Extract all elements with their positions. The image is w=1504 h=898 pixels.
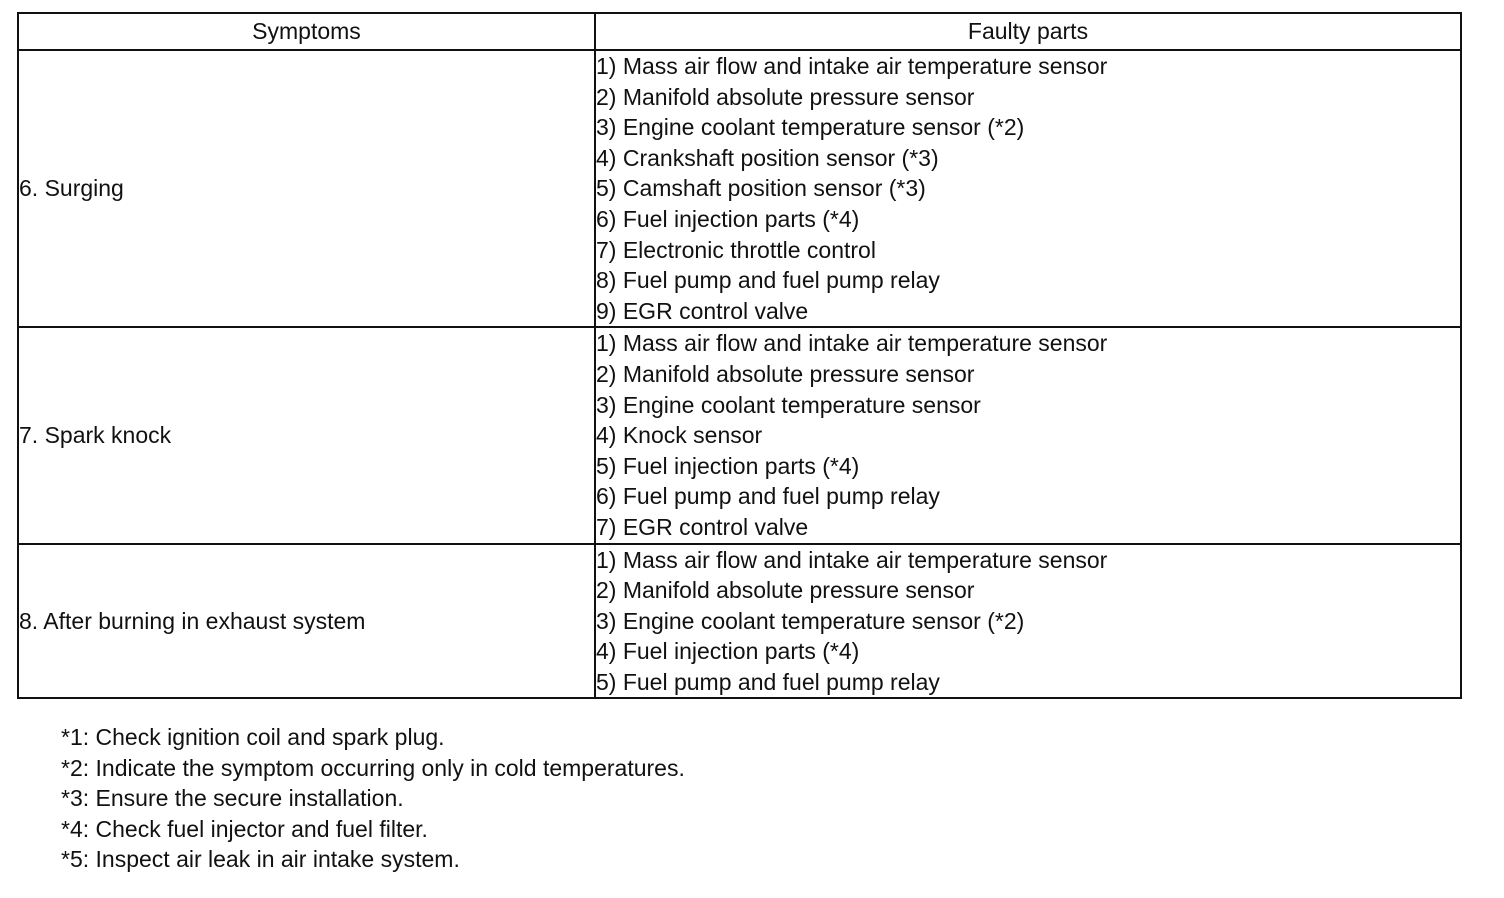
symptom-cell: 8. After burning in exhaust system [18,544,595,699]
table-header-row [18,13,1461,50]
faulty-part-item: 3) Engine coolant temperature sensor (*2) [596,607,1025,634]
faulty-part-item: 3) Engine coolant temperature sensor (*2) [596,114,1025,141]
symptom-cell: 7. Spark knock [18,327,595,543]
faulty-part-item: 5) Fuel injection parts (*4) [596,452,860,479]
faulty-part-item: 1) Mass air flow and intake air temperature sensor [596,330,1108,357]
header-faulty-parts: Faulty parts [595,13,1461,50]
footnote-item: *2: Indicate the symptom occurring only in cold temperatures. [61,754,685,781]
footnotes [61,722,685,875]
footnote-item: *1: Check ignition coil and spark plug. [61,724,445,750]
table-body [18,50,1461,698]
faulty-parts-cell [595,544,1461,699]
faulty-part-item: 4) Knock sensor [596,422,763,449]
faulty-parts-cell [595,50,1461,327]
faulty-part-item: 6) Fuel injection parts (*4) [596,205,860,232]
faulty-part-item: 4) Crankshaft position sensor (*3) [596,144,939,171]
symptom-cell: 6. Surging [18,50,595,327]
faulty-part-item: 4) Fuel injection parts (*4) [596,638,860,665]
faulty-parts-cell [595,327,1461,543]
faulty-part-item: 5) Fuel pump and fuel pump relay [596,668,940,695]
faulty-part-item: 9) EGR control valve [596,297,809,324]
faulty-part-item: 2) Manifold absolute pressure sensor [596,360,975,387]
faulty-part-item: 2) Manifold absolute pressure sensor [596,83,975,110]
faulty-part-item: 1) Mass air flow and intake air temperature sensor [596,546,1108,573]
faulty-part-item: 3) Engine coolant temperature sensor [596,391,981,418]
faulty-part-item: 7) EGR control valve [596,513,809,540]
table-row [18,50,1461,327]
symptom-table [17,12,1462,699]
header-symptoms: Symptoms [18,13,595,50]
table-row [18,327,1461,543]
faulty-part-item: 7) Electronic throttle control [596,236,876,263]
footnote-item: *5: Inspect air leak in air intake system. [61,846,460,873]
footnote-item: *3: Ensure the secure installation. [61,785,404,812]
faulty-part-item: 8) Fuel pump and fuel pump relay [596,267,940,294]
faulty-part-item: 5) Camshaft position sensor (*3) [596,175,926,202]
faulty-part-item: 6) Fuel pump and fuel pump relay [596,483,940,510]
faulty-part-item: 2) Manifold absolute pressure sensor [596,577,975,604]
table-row [18,544,1461,699]
faulty-part-item: 1) Mass air flow and intake air temperature sensor [596,53,1108,79]
footnote-item: *4: Check fuel injector and fuel filter. [61,815,428,842]
